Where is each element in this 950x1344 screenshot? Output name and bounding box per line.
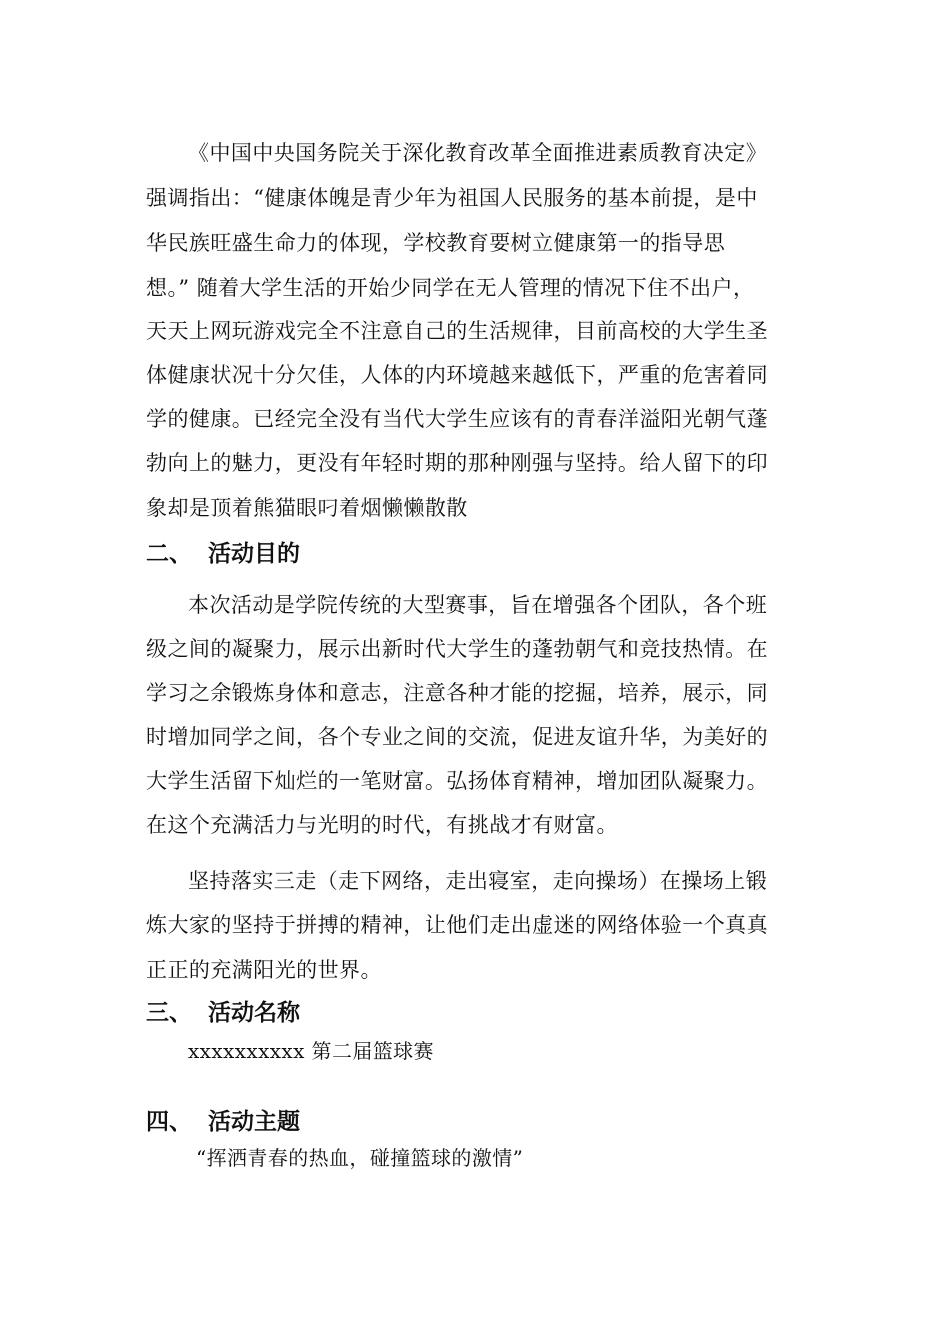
intro-line: 想。” 随着大学生活的开始少同学在无人管理的情况下住不出户， [146,276,755,300]
activity-name: xxxxxxxxxx 第二届篮球赛 [188,1039,434,1063]
section-number: 二、 [146,541,192,567]
section-heading-purpose [146,536,300,572]
intro-line: 象却是顶着熊猫眼叼着烟懒懒散散 [146,496,468,520]
purpose-line: 在这个充满活力与光明的时代，有挑战才有财富。 [146,813,618,837]
section-heading-name [146,995,300,1031]
activity-theme: “挥洒青春的热血，碰撞篮球的激情” [196,1146,524,1170]
purpose-line: 炼大家的坚持于拼搏的精神，让他们走出虚迷的网络体验一个真真 [146,913,769,937]
purpose-line: 正正的充满阳光的世界。 [146,958,382,982]
purpose-line: 级之间的凝聚力，展示出新时代大学生的蓬勃朝气和竞技热情。在 [146,637,769,661]
purpose-line: 本次活动是学院传统的大型赛事，旨在增强各个团队，各个班 [188,593,768,617]
section-number: 四、 [146,1109,192,1135]
intro-line: 华民族旺盛生命力的体现，学校教育要树立健康第一的指导思 [146,231,726,255]
purpose-line: 学习之余锻炼身体和意志，注意各种才能的挖掘，培养，展示，同 [146,681,769,705]
purpose-line: 大学生活留下灿烂的一笔财富。弘扬体育精神，增加团队凝聚力。 [146,769,769,793]
section-title: 活动目的 [208,541,300,567]
intro-line: 天天上网玩游戏完全不注意自己的生活规律，目前高校的大学生圣 [146,319,769,343]
intro-line: 勃向上的魅力，更没有年轻时期的那种刚强与坚持。给人留下的印 [146,451,769,475]
intro-line: 《中国中央国务院关于深化教育改革全面推进素质教育决定》 [188,141,768,165]
section-title: 活动名称 [208,1000,300,1026]
intro-line: 强调指出：“健康体魄是青少年为祖国人民服务的基本前提，是中 [146,186,758,210]
section-heading-theme [146,1104,300,1140]
intro-line: 体健康状况十分欠佳，人体的内环境越来越低下，严重的危害着同 [146,363,769,387]
section-title: 活动主题 [208,1109,300,1135]
section-number: 三、 [146,1000,192,1026]
purpose-line: 坚持落实三走（走下网络，走出寝室，走向操场）在操场上锻 [188,869,768,893]
intro-line: 学的健康。已经完全没有当代大学生应该有的青春洋溢阳光朝气蓬 [146,407,769,431]
purpose-line: 时增加同学之间，各个专业之间的交流，促进友谊升华，为美好的 [146,725,769,749]
